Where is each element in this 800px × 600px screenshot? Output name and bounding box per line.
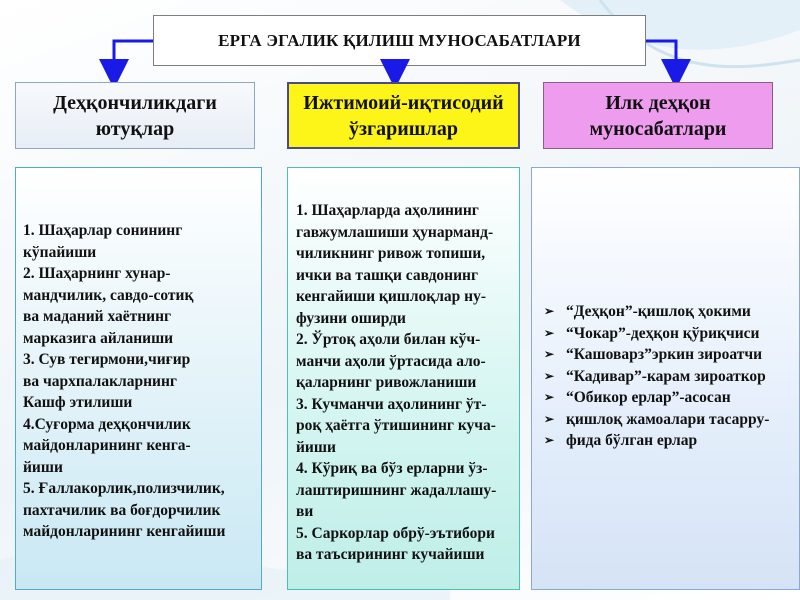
header-early-peasant-relations: [543, 82, 773, 149]
text-line: 3. Сув тегирмони,чиғир: [23, 351, 191, 368]
column-right-content: [531, 167, 800, 590]
diagram-title: ЕРГА ЭГАЛИК ҚИЛИШ МУНОСАБАТЛАРИ: [153, 15, 646, 66]
arrow-bullet-icon: ➢: [544, 368, 555, 383]
text-line: 1. Шаҳарларда аҳолининг: [296, 202, 479, 219]
text-line: марказига айланиши: [23, 329, 174, 347]
text-line: қаларнинг ривожланиши: [296, 374, 477, 391]
text-line: майдонларининг кенгайиши: [23, 523, 226, 540]
text-line: кўпайиши: [23, 243, 97, 261]
text-line: 4. Кўриқ ва бўз ерларни ўз-: [296, 460, 488, 477]
header-line: муносабатлари: [589, 117, 727, 140]
text-line: ва чархпалакларнинг: [23, 372, 177, 390]
bullet-item: ➢ “Чокар”-деҳқон қўриқчиси: [542, 323, 797, 345]
bullet-item: ➢ “Кашоварз”эркин зироатчи: [542, 344, 797, 366]
text-line: йиши: [296, 438, 336, 456]
column-middle-content: [287, 167, 520, 590]
text-line: 1. Шаҳарлар сонининг: [23, 222, 183, 239]
bullet-list: [542, 301, 797, 452]
text-line: 5. Саркорлар обрў-эътибори: [296, 524, 495, 542]
bullet-item: ➢ “Деҳқон”-қишлоқ ҳокими: [542, 301, 797, 323]
header-line: ютуқлар: [95, 117, 175, 140]
header-farming-achievements: [15, 82, 255, 149]
text-line: 2. Ўртоқ аҳоли билан кўч-: [296, 331, 481, 348]
text-line: майдонларининг кенга-: [23, 437, 191, 454]
arrow-bullet-icon: ➢: [544, 411, 555, 426]
text-line: пахтачилик ва боғдорчилик: [23, 501, 221, 519]
bullet-item: ➢ қишлоқ жамоалари тасарру-: [542, 409, 797, 431]
text-line: мандчилик, савдо-сотиқ: [23, 286, 194, 304]
bullet-item: ➢ “Кадивар”-карам зироаткор: [542, 366, 797, 388]
header-socio-economic-changes: [287, 82, 520, 149]
bullet-item: ➢ фида бўлган ерлар: [542, 430, 797, 452]
arrow-bullet-icon: ➢: [544, 347, 555, 361]
text-line: 3. Кучманчи аҳолининг ўт-: [296, 395, 487, 413]
header-line: Деҳқончиликдаги: [53, 91, 217, 114]
text-line: 4.Суғорма деҳқончилик: [23, 415, 191, 433]
text-line: манчи аҳоли ўртасида ало-: [296, 352, 486, 370]
arrow-bullet-icon: ➢: [544, 433, 555, 447]
text-line: роқ ҳаётга ўтишининг куча-: [296, 417, 496, 434]
text-line: ва таъсирининг кучайиши: [296, 546, 485, 563]
column-left-content: [15, 167, 262, 590]
text-line: Кашф этилиши: [23, 394, 133, 411]
text-line: фузини оширди: [296, 309, 406, 327]
text-line: чиликнинг ривож топиши,: [296, 245, 486, 262]
text-line: 5. Ғаллакорлик,полизчилик,: [23, 480, 225, 497]
text-line: гавжумлашиши ҳунарманд-: [296, 223, 494, 241]
text-line: кенгайиши қишлоқлар ну-: [296, 288, 487, 305]
text-line: 2. Шаҳарнинг хунар-: [23, 265, 171, 282]
text-line: лаштиришнинг жадаллашу-: [296, 481, 497, 499]
arrow-bullet-icon: ➢: [544, 390, 555, 404]
bullet-item: ➢ “Обикор ерлар”-асосан: [542, 387, 797, 409]
text-line: ви: [296, 503, 314, 520]
header-line: Ижтимоий-иқтисодий: [303, 91, 504, 114]
header-line: ўзгаришлар: [349, 117, 458, 140]
arrow-bullet-icon: ➢: [544, 325, 555, 340]
text-line: ва маданий хаётнинг: [23, 308, 172, 325]
arrow-bullet-icon: ➢: [544, 304, 555, 318]
text-line: ички ва ташқи савдонинг: [296, 266, 479, 284]
text-line: йиши: [23, 458, 63, 476]
header-line: Илк деҳқон: [605, 91, 711, 114]
